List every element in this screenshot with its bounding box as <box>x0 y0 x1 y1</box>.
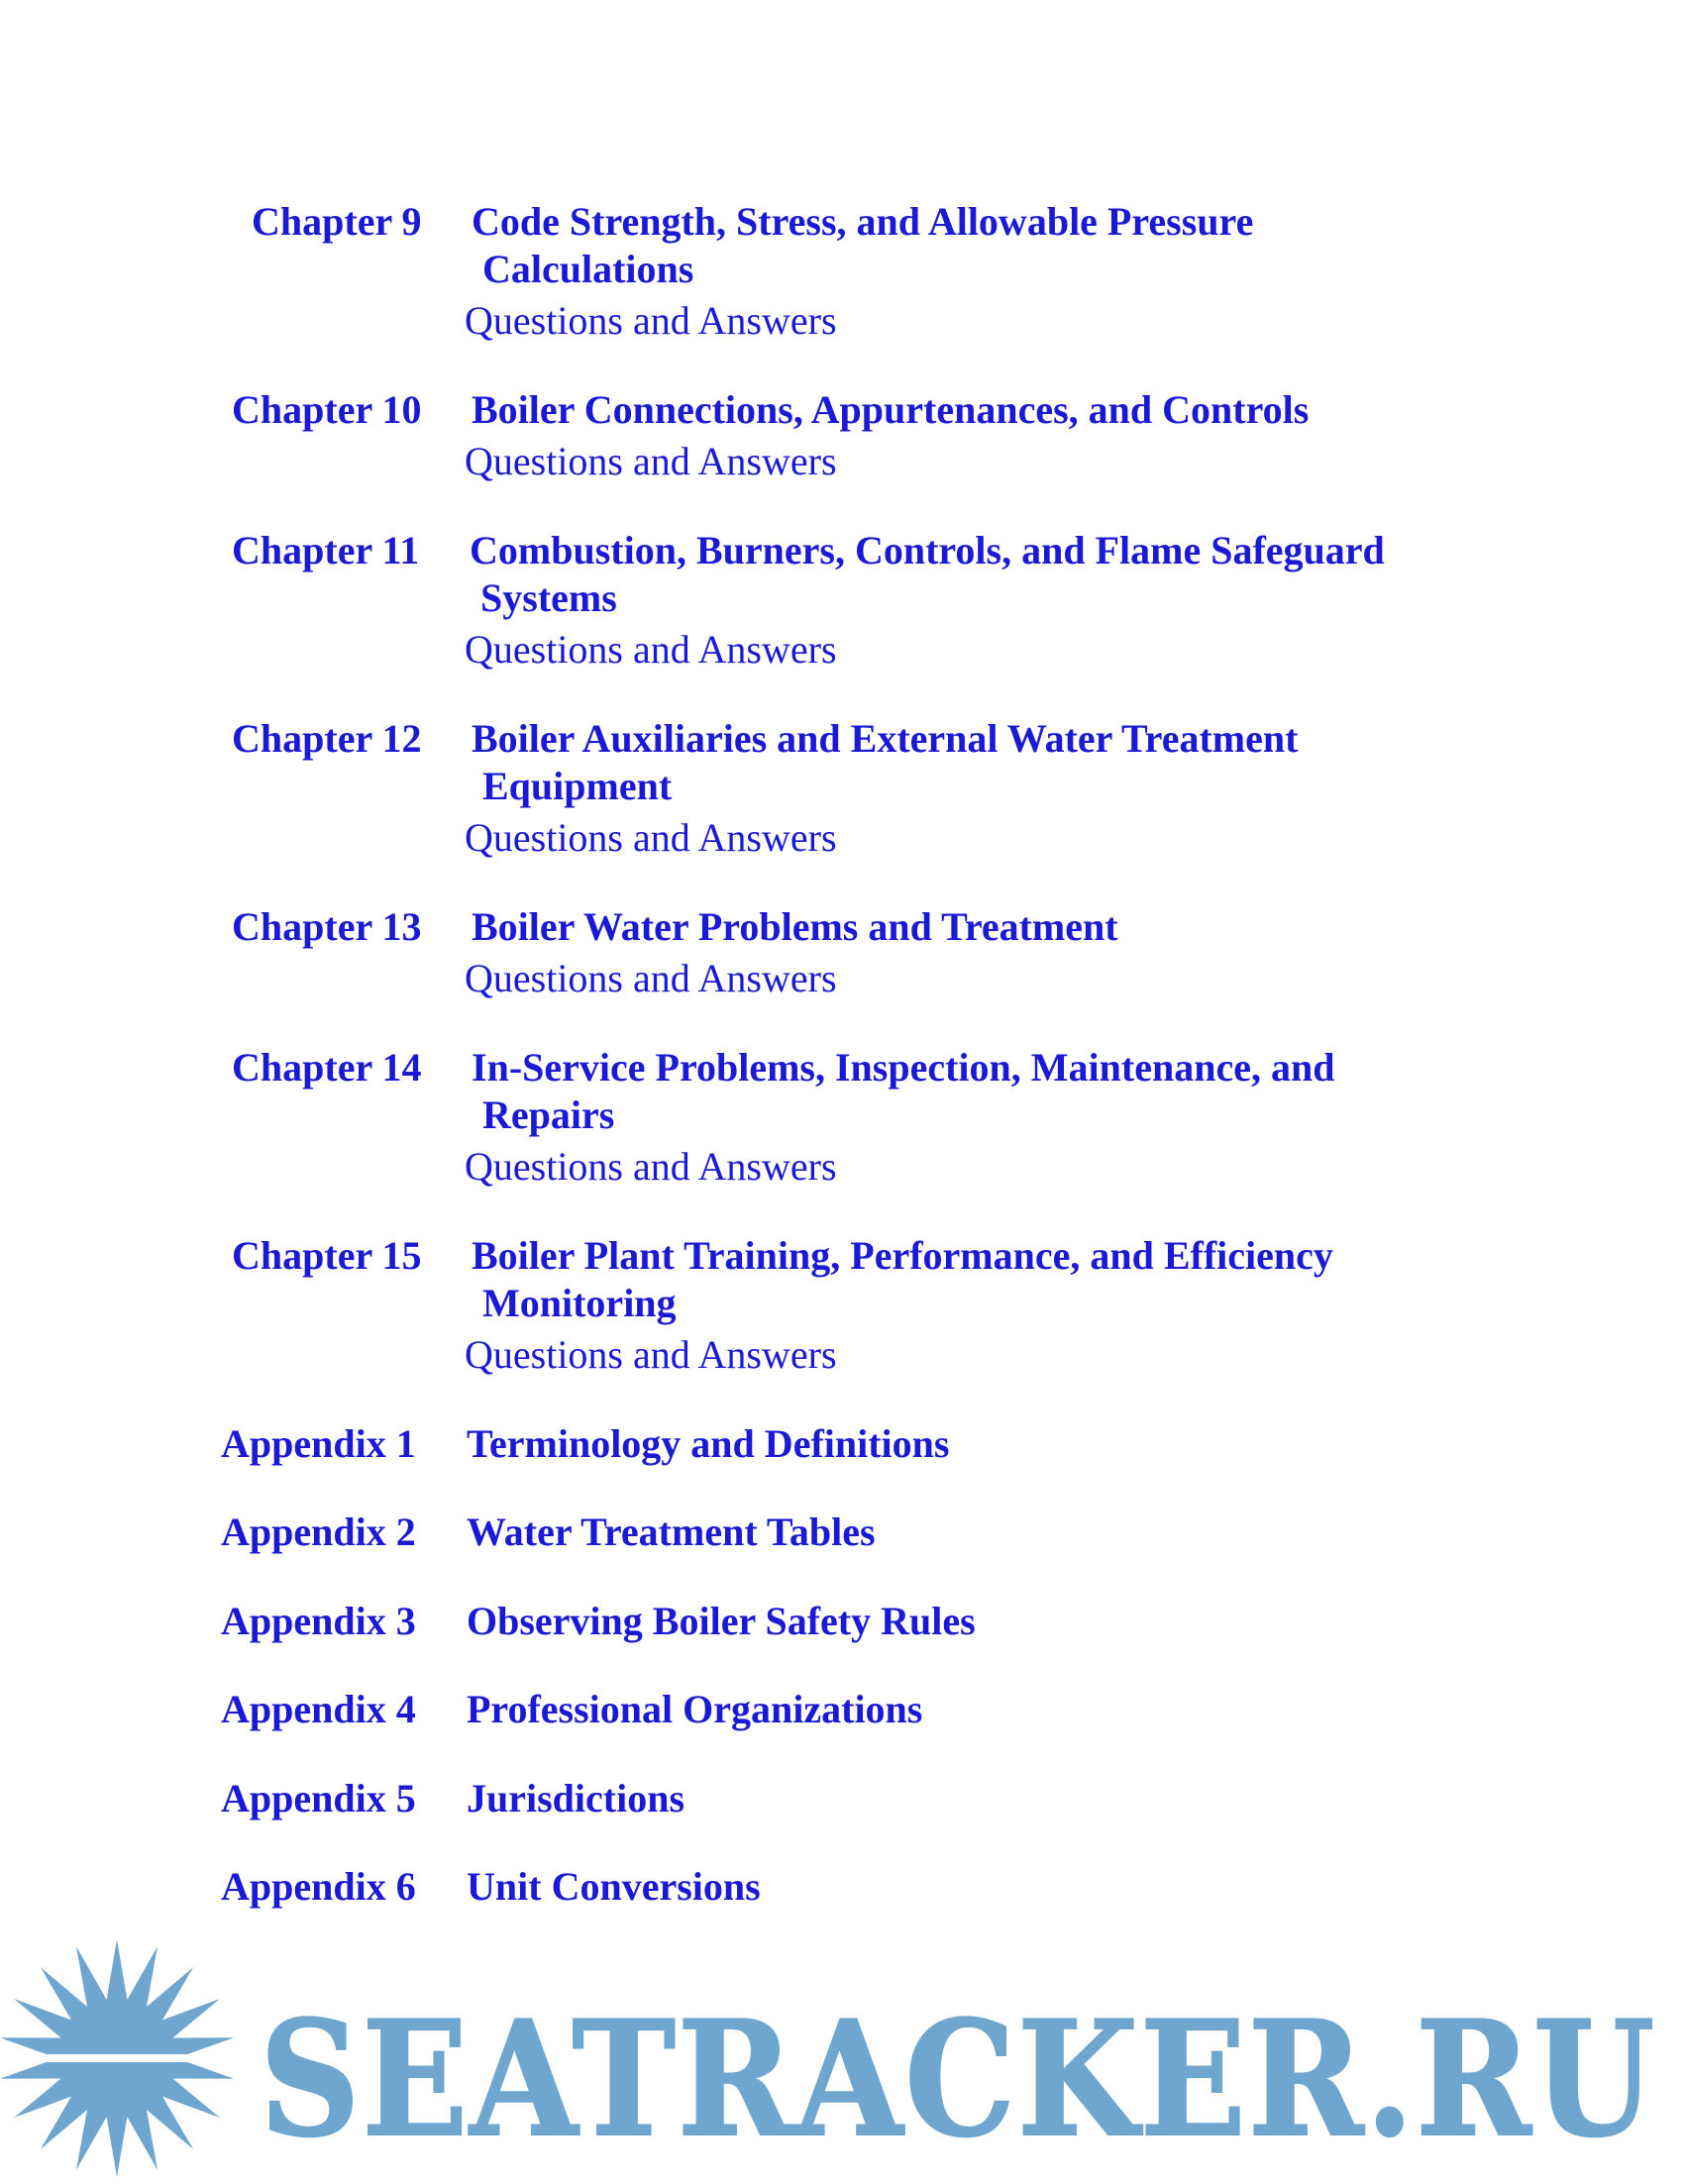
questions-and-answers: Questions and Answers <box>465 1144 837 1189</box>
chapter-title-line1: In-Service Problems, Inspection, Maintenance, and <box>472 1045 1335 1090</box>
watermark-text: SEATRACKER.RU <box>260 1986 1656 2172</box>
sun-icon <box>0 1939 234 2177</box>
chapter-title <box>472 903 1462 951</box>
questions-and-answers: Questions and Answers <box>465 298 837 343</box>
chapter-title-line2: Systems <box>480 575 617 620</box>
questions-and-answers: Questions and Answers <box>465 815 837 860</box>
chapter-label: Chapter 13 <box>232 904 422 949</box>
chapter-label: Chapter 14 <box>232 1045 422 1090</box>
appendix-label: Appendix 2 <box>221 1509 416 1554</box>
chapter-title-line2: Repairs <box>482 1092 615 1137</box>
chapter-title <box>470 527 1460 622</box>
questions-and-answers: Questions and Answers <box>465 956 837 1000</box>
chapter-title <box>472 1232 1462 1327</box>
chapter-title-line2: Equipment <box>482 764 673 808</box>
appendix-label: Appendix 1 <box>221 1421 416 1466</box>
chapter-title-line1: Boiler Connections, Appurtenances, and Controls <box>472 387 1310 432</box>
chapter-title-line1: Boiler Plant Training, Performance, and Efficiency <box>472 1233 1333 1278</box>
questions-and-answers: Questions and Answers <box>465 627 837 672</box>
appendix-title: Unit Conversions <box>467 1864 761 1909</box>
chapter-title-line1: Boiler Auxiliaries and External Water Treatment <box>472 716 1299 761</box>
appendix-label: Appendix 3 <box>221 1599 416 1643</box>
chapter-title-line2: Calculations <box>482 247 694 291</box>
chapter-title <box>472 715 1462 810</box>
chapter-title <box>472 198 1462 293</box>
chapter-label: Chapter 11 <box>232 528 420 572</box>
appendix-title: Terminology and Definitions <box>467 1421 950 1466</box>
chapter-title <box>472 386 1462 434</box>
appendix-label: Appendix 6 <box>221 1864 416 1909</box>
chapter-title-line2: Monitoring <box>482 1281 677 1325</box>
watermark-graphic <box>0 1931 1684 2179</box>
watermark <box>0 1931 1684 2179</box>
chapter-title-line1: Boiler Water Problems and Treatment <box>472 904 1118 949</box>
chapter-title-line1: Combustion, Burners, Controls, and Flame Safeguard <box>470 528 1385 572</box>
questions-and-answers: Questions and Answers <box>465 439 837 483</box>
chapter-title <box>472 1044 1462 1139</box>
appendix-label: Appendix 5 <box>221 1776 416 1820</box>
chapter-label: Chapter 12 <box>232 716 422 761</box>
chapter-label: Chapter 15 <box>232 1233 422 1278</box>
appendix-title: Water Treatment Tables <box>467 1509 876 1554</box>
chapter-label: Chapter 9 <box>252 199 422 244</box>
questions-and-answers: Questions and Answers <box>465 1332 837 1377</box>
chapter-title-line1: Code Strength, Stress, and Allowable Pressure <box>472 199 1254 244</box>
chapter-label: Chapter 10 <box>232 387 422 432</box>
appendix-title: Professional Organizations <box>467 1687 923 1731</box>
appendix-title: Observing Boiler Safety Rules <box>467 1599 976 1643</box>
appendix-label: Appendix 4 <box>221 1687 416 1731</box>
appendix-title: Jurisdictions <box>467 1776 685 1820</box>
